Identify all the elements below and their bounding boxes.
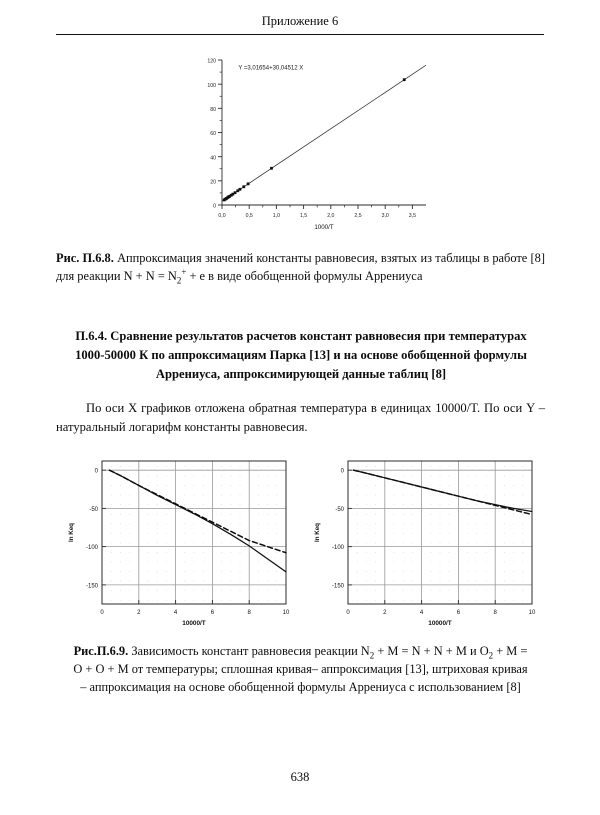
- figure-2-caption-line-3: – аппроксимация на основе обобщенной формулы Аррениуса с использованием [8]: [80, 679, 521, 694]
- page-number: 638: [290, 770, 310, 784]
- svg-text:-150: -150: [331, 583, 344, 590]
- svg-text:10000/T: 10000/T: [182, 620, 206, 627]
- svg-text:60: 60: [210, 131, 216, 138]
- svg-text:2,5: 2,5: [354, 213, 362, 219]
- svg-text:0: 0: [346, 610, 350, 616]
- svg-text:40: 40: [210, 155, 216, 162]
- right-line-plot-svg: [308, 449, 542, 637]
- svg-text:8: 8: [247, 610, 251, 616]
- figure-2-caption-subscript-2: 2: [488, 650, 494, 661]
- figure-2-caption: [56, 643, 545, 697]
- svg-text:8: 8: [493, 610, 497, 616]
- figure-1-caption-superscript: +: [181, 266, 187, 277]
- svg-text:0: 0: [340, 468, 344, 475]
- figure-2-caption-label: Рис.П.6.9.: [73, 644, 129, 658]
- svg-text:2: 2: [137, 610, 141, 616]
- figure-2-caption-text-a: Зависимость констант равновесия реакции N: [128, 644, 370, 658]
- figure-1-caption-label: Рис. П.6.8.: [56, 251, 114, 265]
- svg-text:120: 120: [207, 58, 216, 65]
- figure-2-chart-row: [62, 449, 542, 637]
- svg-text:80: 80: [210, 106, 216, 113]
- svg-text:10: 10: [528, 610, 536, 616]
- svg-text:-100: -100: [85, 545, 98, 552]
- figure-2-right-chart: [308, 449, 542, 637]
- svg-text:1000/T: 1000/T: [314, 224, 334, 231]
- svg-text:0: 0: [94, 468, 98, 475]
- regression-plot-svg: [186, 50, 430, 246]
- section-heading-line-3: обобщенной формулы Аррениуса, аппроксимирующей данные таблиц [8]: [155, 348, 527, 382]
- svg-text:2: 2: [383, 610, 387, 616]
- svg-text:0: 0: [213, 203, 216, 210]
- figure-2-caption-text-b: + M = N + N + M и O: [374, 644, 489, 658]
- figure-1-caption-subscript: 2: [176, 275, 182, 286]
- figure-2-caption-subscript-1: 2: [369, 650, 375, 661]
- svg-text:6: 6: [210, 610, 215, 616]
- figure-2-caption-line-2: O + O + M от температуры; сплошная кривая– аппроксимация [13], штриховая кривая: [73, 661, 528, 676]
- svg-text:ln Keq: ln Keq: [314, 523, 321, 542]
- header-divider: [56, 34, 544, 35]
- section-heading-line-2: температурах 1000-50000 К по аппроксимациям Парка [13] и на основе: [75, 329, 527, 363]
- svg-text:-150: -150: [85, 583, 98, 590]
- svg-text:-100: -100: [331, 545, 344, 552]
- svg-text:0,0: 0,0: [218, 213, 226, 219]
- svg-text:3,0: 3,0: [381, 213, 389, 219]
- svg-text:4: 4: [173, 610, 178, 616]
- svg-text:100: 100: [207, 82, 216, 89]
- svg-text:ln Keq: ln Keq: [68, 523, 75, 542]
- figure-1-caption-text-part1: Аппроксимация значений константы равновесия, взятых из таблицы в работе [8] для реакции N + N = N: [56, 251, 545, 283]
- svg-text:-50: -50: [89, 506, 98, 513]
- svg-text:3,5: 3,5: [408, 213, 417, 219]
- svg-text:2,0: 2,0: [327, 213, 335, 219]
- svg-text:20: 20: [210, 179, 216, 186]
- svg-text:1,0: 1,0: [272, 213, 281, 219]
- svg-text:0: 0: [100, 610, 104, 616]
- section-heading-line-1: П.6.4. Сравнение результатов расчетов констант равновесия при: [75, 329, 446, 343]
- svg-text:1,5: 1,5: [299, 213, 308, 219]
- figure-1-regression-chart: [186, 50, 430, 246]
- svg-text:10: 10: [282, 610, 290, 616]
- figure-2-left-chart: [62, 449, 296, 637]
- svg-text:10000/T: 10000/T: [428, 620, 452, 627]
- svg-text:-50: -50: [335, 506, 344, 513]
- svg-text:Y =3,01654+30,04512 X: Y =3,01654+30,04512 X: [238, 65, 304, 72]
- section-heading: [68, 327, 534, 384]
- svg-text:6: 6: [456, 610, 461, 616]
- page-running-head: Приложение 6: [261, 14, 339, 28]
- svg-text:0,5: 0,5: [245, 213, 253, 219]
- figure-1-caption-text-part2: + е в виде обобщенной формулы Аррениуса: [186, 268, 423, 283]
- left-line-plot-svg: [62, 449, 296, 637]
- svg-text:4: 4: [419, 610, 424, 616]
- figure-1-caption: [56, 250, 545, 286]
- figure-2-caption-text-c: + M =: [493, 644, 528, 658]
- body-paragraph: По оси X графиков отложена обратная температура в единицах 10000/T. По оси Y – натуральный логарифм константы равновесия.: [56, 401, 545, 434]
- figure-2-caption-line-1: [56, 643, 545, 661]
